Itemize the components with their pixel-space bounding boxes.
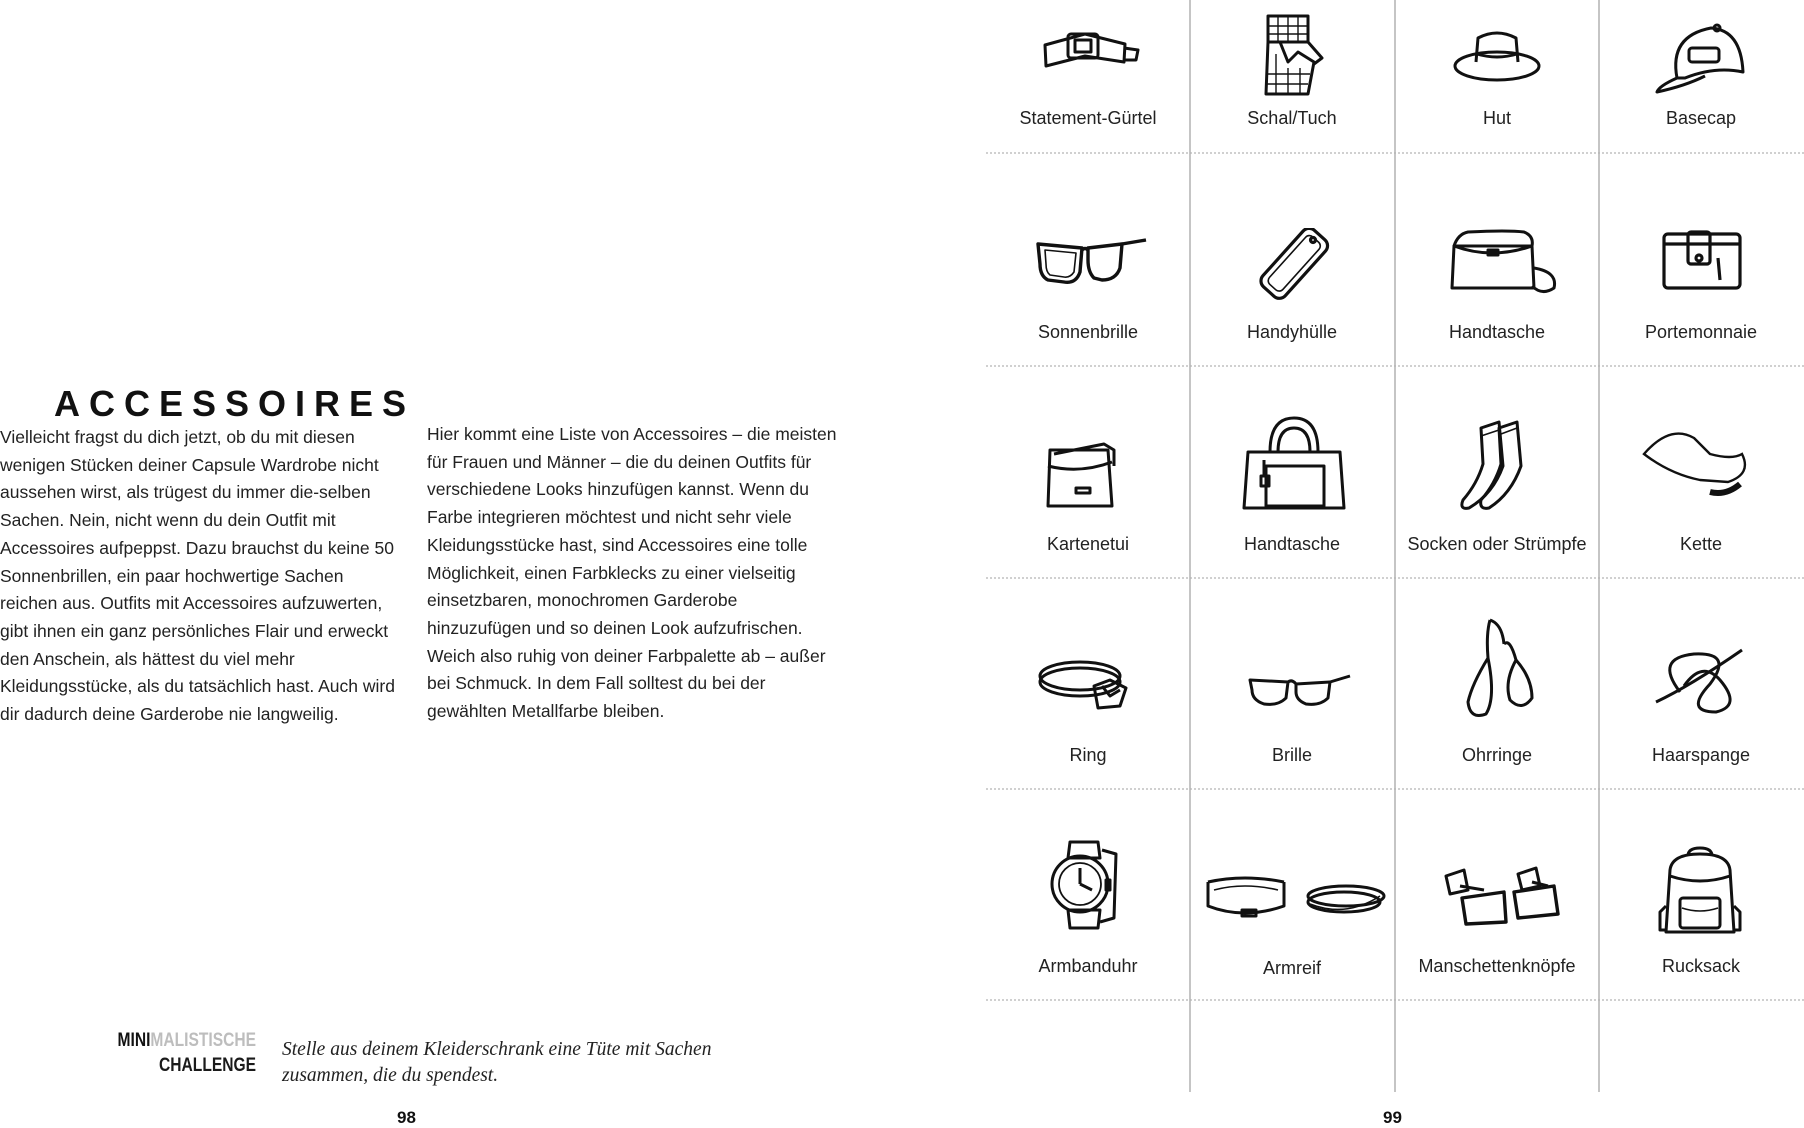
item-label: Ohrringe [1461,745,1533,765]
scarf-icon [1258,12,1328,96]
socks-icon [1455,420,1539,512]
item-label: Ring [1069,745,1107,765]
item-label: Armreif [1263,958,1321,978]
card-case-icon [1044,440,1120,510]
item-label: Haarspange [1651,745,1751,765]
item-label: Handtasche [1243,534,1341,554]
item-label: Statement-Gürtel [1019,108,1157,128]
backpack-icon [1658,846,1744,936]
cap-icon [1655,22,1747,94]
item-label: Portemonnaie [1644,322,1758,342]
challenge-label-mini: MINI [117,1030,151,1051]
item-label: Hut [1482,108,1511,128]
challenge-text: Stelle aus deinem Kleiderschrank eine Tüte mit Sachen zusammen, die du spendest. [282,1039,712,1086]
item-label: Brille [1271,745,1312,765]
item-label: Handtasche [1448,322,1546,342]
necklace-icon [1640,428,1752,500]
body-text-column-1: Vielleicht fragst du dich jetzt, ob du mit diesen wenigen Stücken deiner Capsule Wardrobe nicht aussehen wirst, als trügest du immer die-selben Sachen. Nein, nicht wenn du dein Outfit mit Accessoires aufpeppst. Dazu brauchst du keine 50 Sonnenbrillen, ein paar hochwertige Sachen reichen aus. Outfits mit Accessoires aufzuwerten, gibt ihnen ein ganz persönliches Flair und erweckt den Anschein, als hättest du viel mehr Kleidungsstücke, als du tatsächlich hast. Auch wird dir dadurch deine Garderobe nie langweilig. [0,427,395,725]
item-label: Rucksack [1661,956,1741,976]
wallet-icon [1660,228,1744,292]
page-number-right: 99 [1383,1108,1402,1127]
page-number-left: 98 [397,1108,416,1127]
watch-icon [1044,838,1122,930]
belt-icon [1040,20,1140,90]
challenge-label-malistische: MALISTISCHE [150,1030,256,1051]
item-label: Manschettenknöpfe [1418,956,1576,976]
tote-bag-icon [1240,416,1348,510]
challenge-label-challenge: CHALLENGE [159,1055,256,1076]
item-label: Armbanduhr [1038,956,1138,976]
item-label: Handyhülle [1246,322,1338,342]
item-label: Schal/Tuch [1247,108,1337,128]
bangle-icon [1204,868,1386,926]
item-label: Kartenetui [1046,534,1130,554]
item-label: Kette [1679,534,1723,554]
cufflinks-icon [1444,864,1562,926]
earrings-icon [1462,618,1542,722]
glasses-icon [1248,670,1352,710]
page-title: ACCESSOIRES [54,383,416,424]
hair-clip-icon [1650,640,1746,722]
item-label: Basecap [1665,108,1737,128]
handbag-icon [1448,228,1560,296]
phone-case-icon [1255,228,1335,300]
sunglasses-icon [1036,236,1148,292]
body-text-column-2: Hier kommt eine Liste von Accessoires – die meisten für Frauen und Männer – die du deinen Outfits für verschiedene Looks hinzufügen kannst. Wenn du Farbe integrieren möchtest und nicht sehr viele Kleidungsstücke hast, sind Accessoires eine tolle Möglichkeit, einen Farbklecks zu einer vielseitig einsetzbaren, monochromen Garderobe hinzuzufügen und so deinen Look aufzufrischen. Weich also ruhig von deiner Farbpalette ab – außer bei Schmuck. In dem Fall solltest du bei der gewählten Metallfarbe bleiben. [427,424,837,722]
ring-icon [1036,650,1132,712]
item-label: Socken oder Strümpfe [1407,534,1587,554]
item-label: Sonnenbrille [1037,322,1139,342]
hat-icon [1452,28,1542,88]
